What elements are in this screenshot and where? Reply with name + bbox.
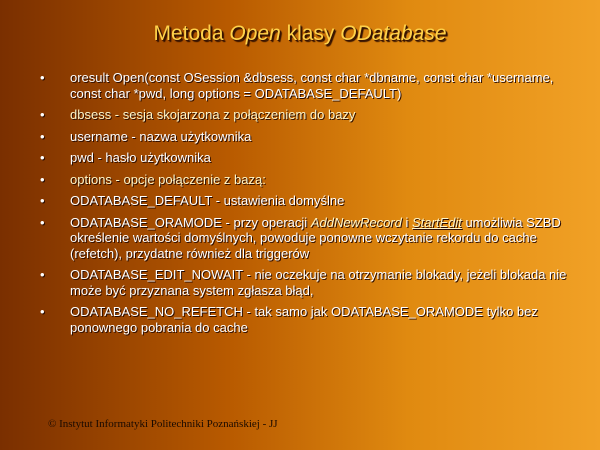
bullet-item-default bbox=[40, 193, 570, 209]
bullet-item-open-signature bbox=[40, 70, 570, 101]
bullet-icon: • bbox=[40, 70, 45, 85]
bullet-text: ODATABASE_EDIT_NOWAIT - nie oczekuje na otrzymanie blokady, jeżeli blokada nie może być przyznana system zgłasza błąd, bbox=[70, 267, 567, 298]
bullet-item-options bbox=[40, 172, 570, 188]
bullet-icon: • bbox=[40, 193, 45, 208]
oramode-text-2: i bbox=[401, 214, 412, 230]
bullet-icon: • bbox=[40, 304, 45, 319]
bullet-text: options - opcje połączenie z bazą: bbox=[70, 171, 266, 187]
bullet-text: dbsess - sesja skojarzona z połączeniem do bazy bbox=[70, 107, 356, 122]
bullet-text: username - nazwa użytkownika bbox=[70, 128, 252, 144]
bullet-icon: • bbox=[40, 107, 45, 122]
bullet-icon: • bbox=[40, 128, 45, 144]
bullet-item-pwd bbox=[40, 150, 570, 166]
bullet-text: pwd - hasło użytkownika bbox=[70, 150, 211, 165]
oramode-text-1: ODATABASE_ORAMODE - przy operacji bbox=[70, 214, 311, 230]
footer-copyright: © Instytut Informatyki Politechniki Poznańskiej - JJ bbox=[48, 418, 278, 430]
startedit-term: StartEdit bbox=[411, 214, 462, 230]
title-part-1: Metoda bbox=[153, 22, 230, 45]
bullet-item-edit-nowait bbox=[40, 267, 570, 298]
bullet-list bbox=[40, 70, 570, 341]
bullet-icon: • bbox=[40, 150, 45, 165]
bullet-icon: • bbox=[40, 267, 45, 282]
oramode-text-3: umożliwia SZBD określenie wartości domyślnych, powoduje ponowne wczytanie rekordu do cache (refetch), przydatne również dla triggerów bbox=[70, 214, 561, 261]
bullet-item-username bbox=[40, 129, 570, 145]
bullet-item-oramode bbox=[40, 215, 570, 262]
bullet-text bbox=[70, 215, 561, 261]
bullet-text: ODATABASE_NO_REFETCH - tak samo jak ODATABASE_ORAMODE tylko bez ponownego pobrania do cache bbox=[70, 304, 538, 335]
title-part-3: klasy bbox=[280, 22, 341, 45]
bullet-text: oresult Open(const OSession &dbsess, const char *dbname, const char *username, const char *pwd, long options = ODATABASE_DEFAULT) bbox=[70, 70, 554, 101]
bullet-item-no-refetch bbox=[40, 304, 570, 335]
title-part-odatabase: ODatabase bbox=[340, 22, 447, 45]
bullet-icon: • bbox=[40, 171, 45, 187]
bullet-icon: • bbox=[40, 214, 45, 230]
bullet-item-dbsess bbox=[40, 107, 570, 123]
title-part-open: Open bbox=[229, 22, 281, 45]
slide-title bbox=[0, 22, 600, 46]
bullet-text: ODATABASE_DEFAULT - ustawienia domyślne bbox=[70, 193, 345, 208]
addnewrecord-term: AddNewRecord bbox=[310, 214, 402, 230]
